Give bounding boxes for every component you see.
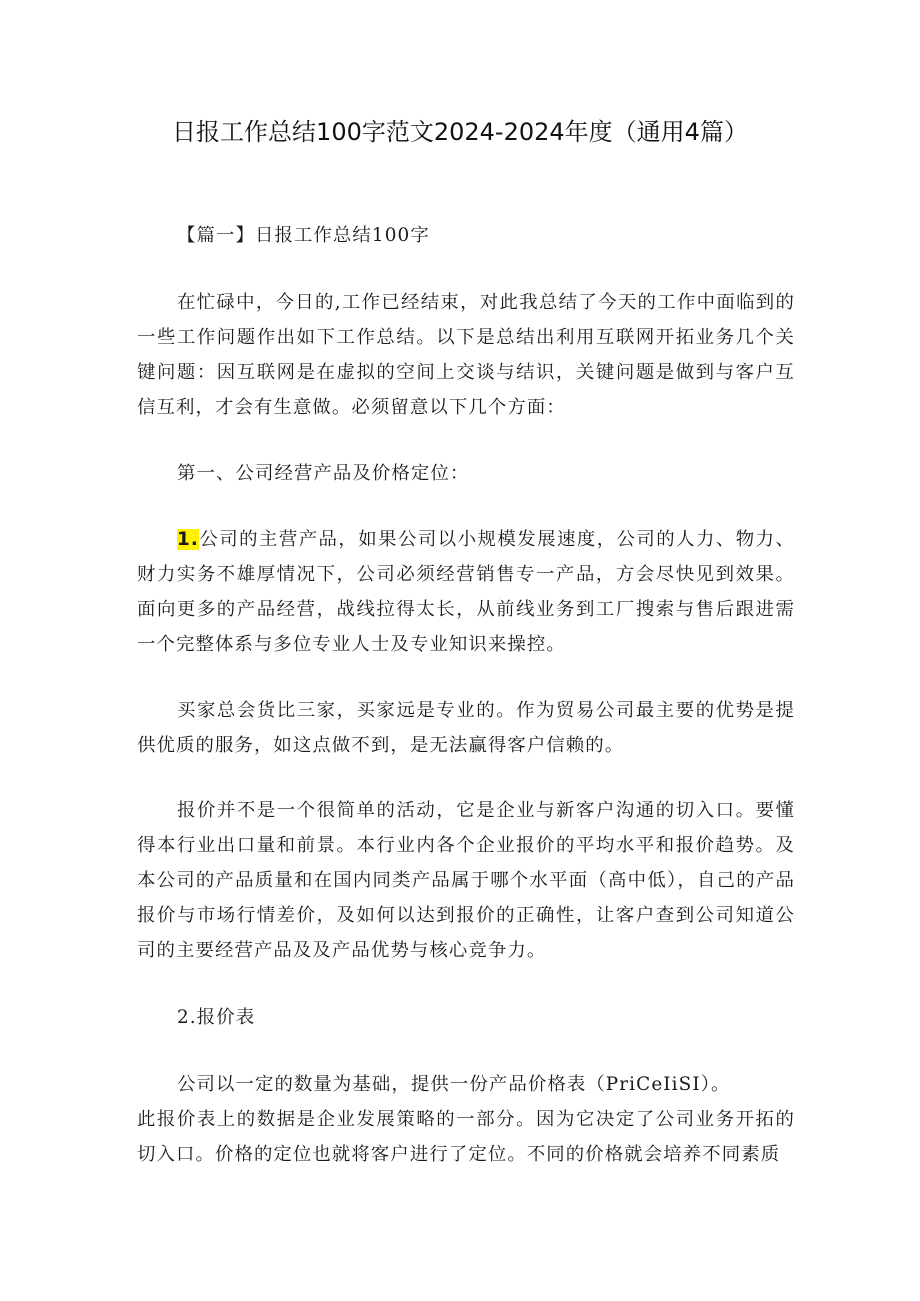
item-1-number-highlight: 1. bbox=[177, 529, 199, 550]
document-title: 日报工作总结100字范文2024-2024年度（通用4篇） bbox=[172, 118, 748, 146]
paragraph-intro: 在忙碌中，今日的,工作已经结束，对此我总结了今天的工作中面临到的一些工作问题作出如下工作总结。以下是总结出利用互联网开拓业务几个关键问题：因互联网是在虚拟的空间上交谈与结识，关键问题是做到与客户互信互利，才会有生意做。必须留意以下几个方面： bbox=[137, 292, 795, 418]
item-1-text: 公司的主营产品，如果公司以小规模发展速度，公司的人力、物力、财力实务不雄厚情况下，公司必须经营销售专一产品，方会尽快见到效果。面向更多的产品经营，战线拉得太长，从前线业务到工厂搜索与售后跟进需一个完整体系与多位专业人士及专业知识来操控。 bbox=[137, 529, 795, 655]
paragraph-quote: 报价并不是一个很简单的活动，它是企业与新客户沟通的切入口。要懂得本行业出口量和前景。本行业内各个企业报价的平均水平和报价趋势。及本公司的产品质量和在国内同类产品属于哪个水平面（高中低），自己的产品报价与市场行情差价，及如何以达到报价的正确性，让客户查到公司知道公司的主要经营产品及及产品优势与核心竞争力。 bbox=[137, 800, 795, 961]
section-heading: 【篇一】日报工作总结100字 bbox=[177, 225, 430, 246]
paragraph-price-list-intro: 公司以一定的数量为基础，提供一份产品价格表（PriCeIiSI）。 bbox=[177, 1074, 731, 1095]
paragraph-price-list-body: 此报价表上的数据是企业发展策略的一部分。因为它决定了公司业务开拓的切入口。价格的定位也就将客户进行了定位。不同的价格就会培养不同素质 bbox=[137, 1109, 795, 1165]
paragraph-item-1 bbox=[137, 522, 795, 662]
item-2-heading: 2.报价表 bbox=[177, 1007, 256, 1028]
point-one-heading: 第一、公司经营产品及价格定位： bbox=[177, 463, 470, 484]
paragraph-buyers: 买家总会货比三家，买家远是专业的。作为贸易公司最主要的优势是提供优质的服务，如这点做不到，是无法赢得客户信赖的。 bbox=[137, 700, 795, 756]
